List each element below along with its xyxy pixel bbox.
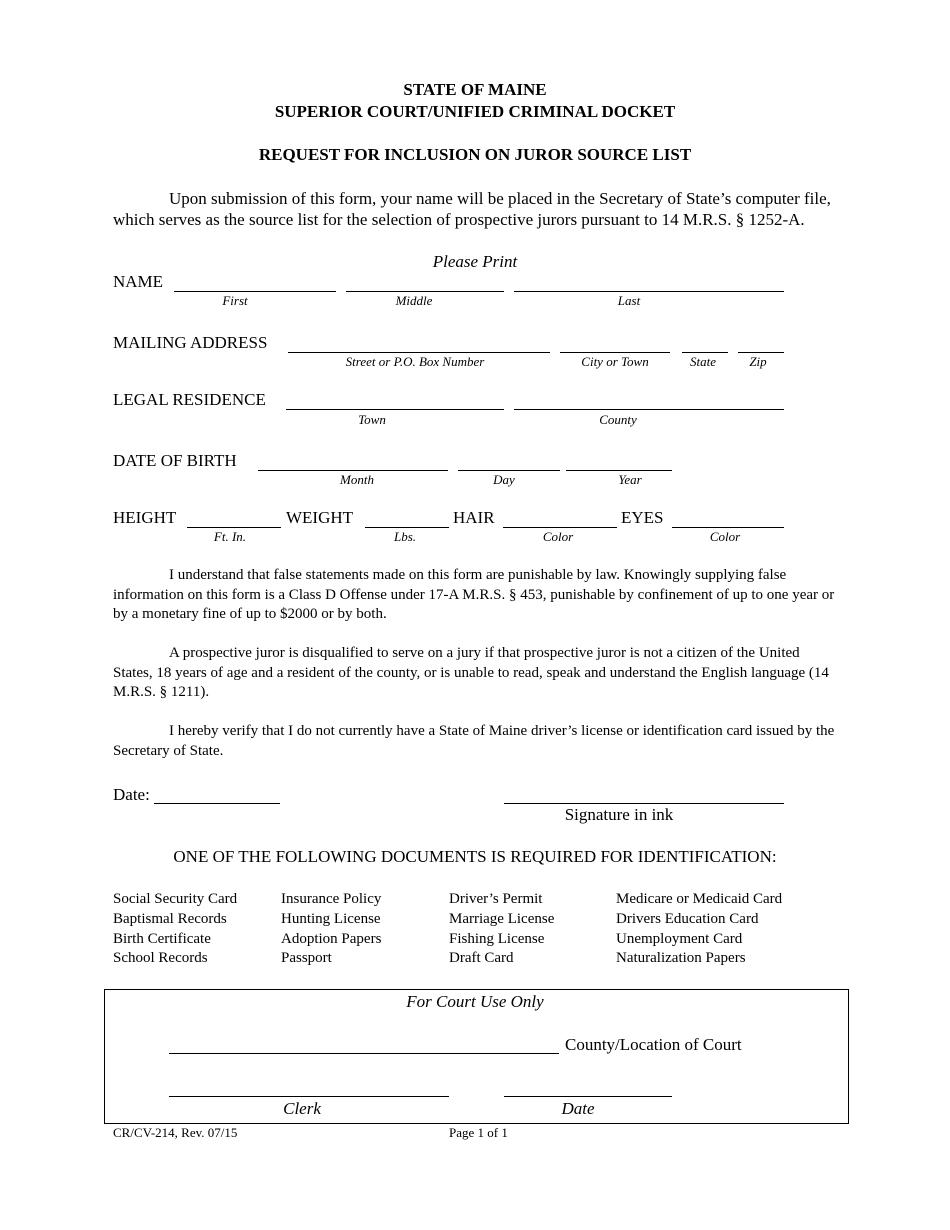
name-label: NAME bbox=[113, 272, 164, 291]
town-caption: Town bbox=[358, 412, 386, 427]
list-item: School Records bbox=[113, 950, 208, 966]
eyes-line[interactable] bbox=[672, 527, 784, 528]
date-line[interactable] bbox=[154, 803, 280, 804]
documents-heading: ONE OF THE FOLLOWING DOCUMENTS IS REQUIRED FOR IDENTIFICATION: bbox=[173, 847, 777, 866]
court-date-line[interactable] bbox=[504, 1096, 672, 1097]
list-item: Fishing License bbox=[449, 931, 545, 947]
form-id: CR/CV-214, Rev. 07/15 bbox=[113, 1125, 238, 1140]
state-caption: State bbox=[690, 354, 716, 369]
list-item: Social Security Card bbox=[113, 891, 238, 907]
list-item: Drivers Education Card bbox=[616, 911, 759, 927]
clerk-caption: Clerk bbox=[283, 1099, 321, 1118]
signature-line[interactable] bbox=[504, 803, 784, 804]
state-line[interactable] bbox=[682, 352, 728, 353]
header-state: STATE OF MAINE bbox=[403, 80, 547, 99]
city-line[interactable] bbox=[560, 352, 670, 353]
verification-paragraph: I hereby verify that I do not currently have a State of Maine driver’s license or identification card issued by the Secretary of State. bbox=[113, 723, 835, 759]
disqualification-paragraph: A prospective juror is disqualified to serve on a jury if that prospective juror is not a citizen of the United States, 18 years of age and a resident of the county, or is unable to read, speak and understand the English language (14 M.R.S. § 1211). bbox=[113, 645, 829, 700]
court-date-caption: Date bbox=[561, 1099, 595, 1118]
list-item: Medicare or Medicaid Card bbox=[616, 891, 783, 907]
list-item: Hunting License bbox=[281, 911, 381, 927]
zip-caption: Zip bbox=[749, 354, 767, 369]
street-line[interactable] bbox=[288, 352, 550, 353]
list-item: Marriage License bbox=[449, 911, 555, 927]
list-item: Naturalization Papers bbox=[616, 950, 746, 966]
list-item: Driver’s Permit bbox=[449, 891, 543, 907]
weight-label: WEIGHT bbox=[286, 508, 354, 527]
name-middle-line[interactable] bbox=[346, 291, 504, 292]
eyes-caption: Color bbox=[709, 529, 741, 544]
list-item: Passport bbox=[281, 950, 332, 966]
county-caption: County bbox=[599, 412, 637, 427]
name-first-caption: First bbox=[222, 293, 248, 308]
hair-line[interactable] bbox=[503, 527, 617, 528]
page-number: Page 1 of 1 bbox=[449, 1125, 508, 1140]
false-statements-paragraph: I understand that false statements made on this form are punishable by law. Knowingly supplying false information on this form is a Class D Offense under 17-A M.R.S. § 453, punishable by confinement of up to one year or by a monetary fine of up to $2000 or by both. bbox=[113, 567, 835, 622]
name-first-line[interactable] bbox=[174, 291, 336, 292]
street-caption: Street or P.O. Box Number bbox=[345, 354, 485, 369]
dob-day-caption: Day bbox=[493, 472, 515, 487]
list-item: Unemployment Card bbox=[616, 931, 743, 947]
header-court: SUPERIOR COURT/UNIFIED CRIMINAL DOCKET bbox=[274, 102, 676, 121]
hair-caption: Color bbox=[542, 529, 574, 544]
weight-caption: Lbs. bbox=[393, 529, 417, 544]
date-of-birth-label: DATE OF BIRTH bbox=[113, 451, 237, 470]
intro-paragraph: Upon submission of this form, your name will be placed in the Secretary of State’s computer file, which serves as the source list for the selection of prospective jurors pursuant to 14 M.R.S. § 1252-A. bbox=[113, 189, 831, 229]
height-label: HEIGHT bbox=[113, 508, 177, 527]
list-item: Insurance Policy bbox=[281, 891, 382, 907]
city-caption: City or Town bbox=[581, 354, 649, 369]
list-item: Adoption Papers bbox=[281, 931, 382, 947]
county-location-line[interactable] bbox=[169, 1053, 559, 1054]
zip-line[interactable] bbox=[738, 352, 784, 353]
list-item: Draft Card bbox=[449, 950, 514, 966]
dob-day-line[interactable] bbox=[458, 470, 560, 471]
form-title: REQUEST FOR INCLUSION ON JUROR SOURCE LIST bbox=[258, 145, 692, 164]
name-last-line[interactable] bbox=[514, 291, 784, 292]
court-use-title: For Court Use Only bbox=[406, 992, 544, 1011]
dob-month-caption: Month bbox=[340, 472, 374, 487]
please-print: Please Print bbox=[432, 252, 518, 271]
county-line[interactable] bbox=[514, 409, 784, 410]
hair-label: HAIR bbox=[453, 508, 495, 527]
date-label: Date: bbox=[113, 785, 150, 804]
list-item: Birth Certificate bbox=[113, 931, 211, 947]
height-line[interactable] bbox=[187, 527, 281, 528]
clerk-line[interactable] bbox=[169, 1096, 449, 1097]
legal-residence-label: LEGAL RESIDENCE bbox=[113, 390, 266, 409]
signature-caption: Signature in ink bbox=[564, 805, 674, 824]
town-line[interactable] bbox=[286, 409, 504, 410]
name-last-caption: Last bbox=[617, 293, 641, 308]
mailing-address-label: MAILING ADDRESS bbox=[113, 333, 268, 352]
dob-year-caption: Year bbox=[618, 472, 642, 487]
dob-year-line[interactable] bbox=[566, 470, 672, 471]
name-middle-caption: Middle bbox=[395, 293, 433, 308]
height-caption: Ft. In. bbox=[213, 529, 247, 544]
county-location-label: County/Location of Court bbox=[565, 1035, 742, 1054]
dob-month-line[interactable] bbox=[258, 470, 448, 471]
eyes-label: EYES bbox=[621, 508, 664, 527]
weight-line[interactable] bbox=[365, 527, 449, 528]
list-item: Baptismal Records bbox=[113, 911, 227, 927]
